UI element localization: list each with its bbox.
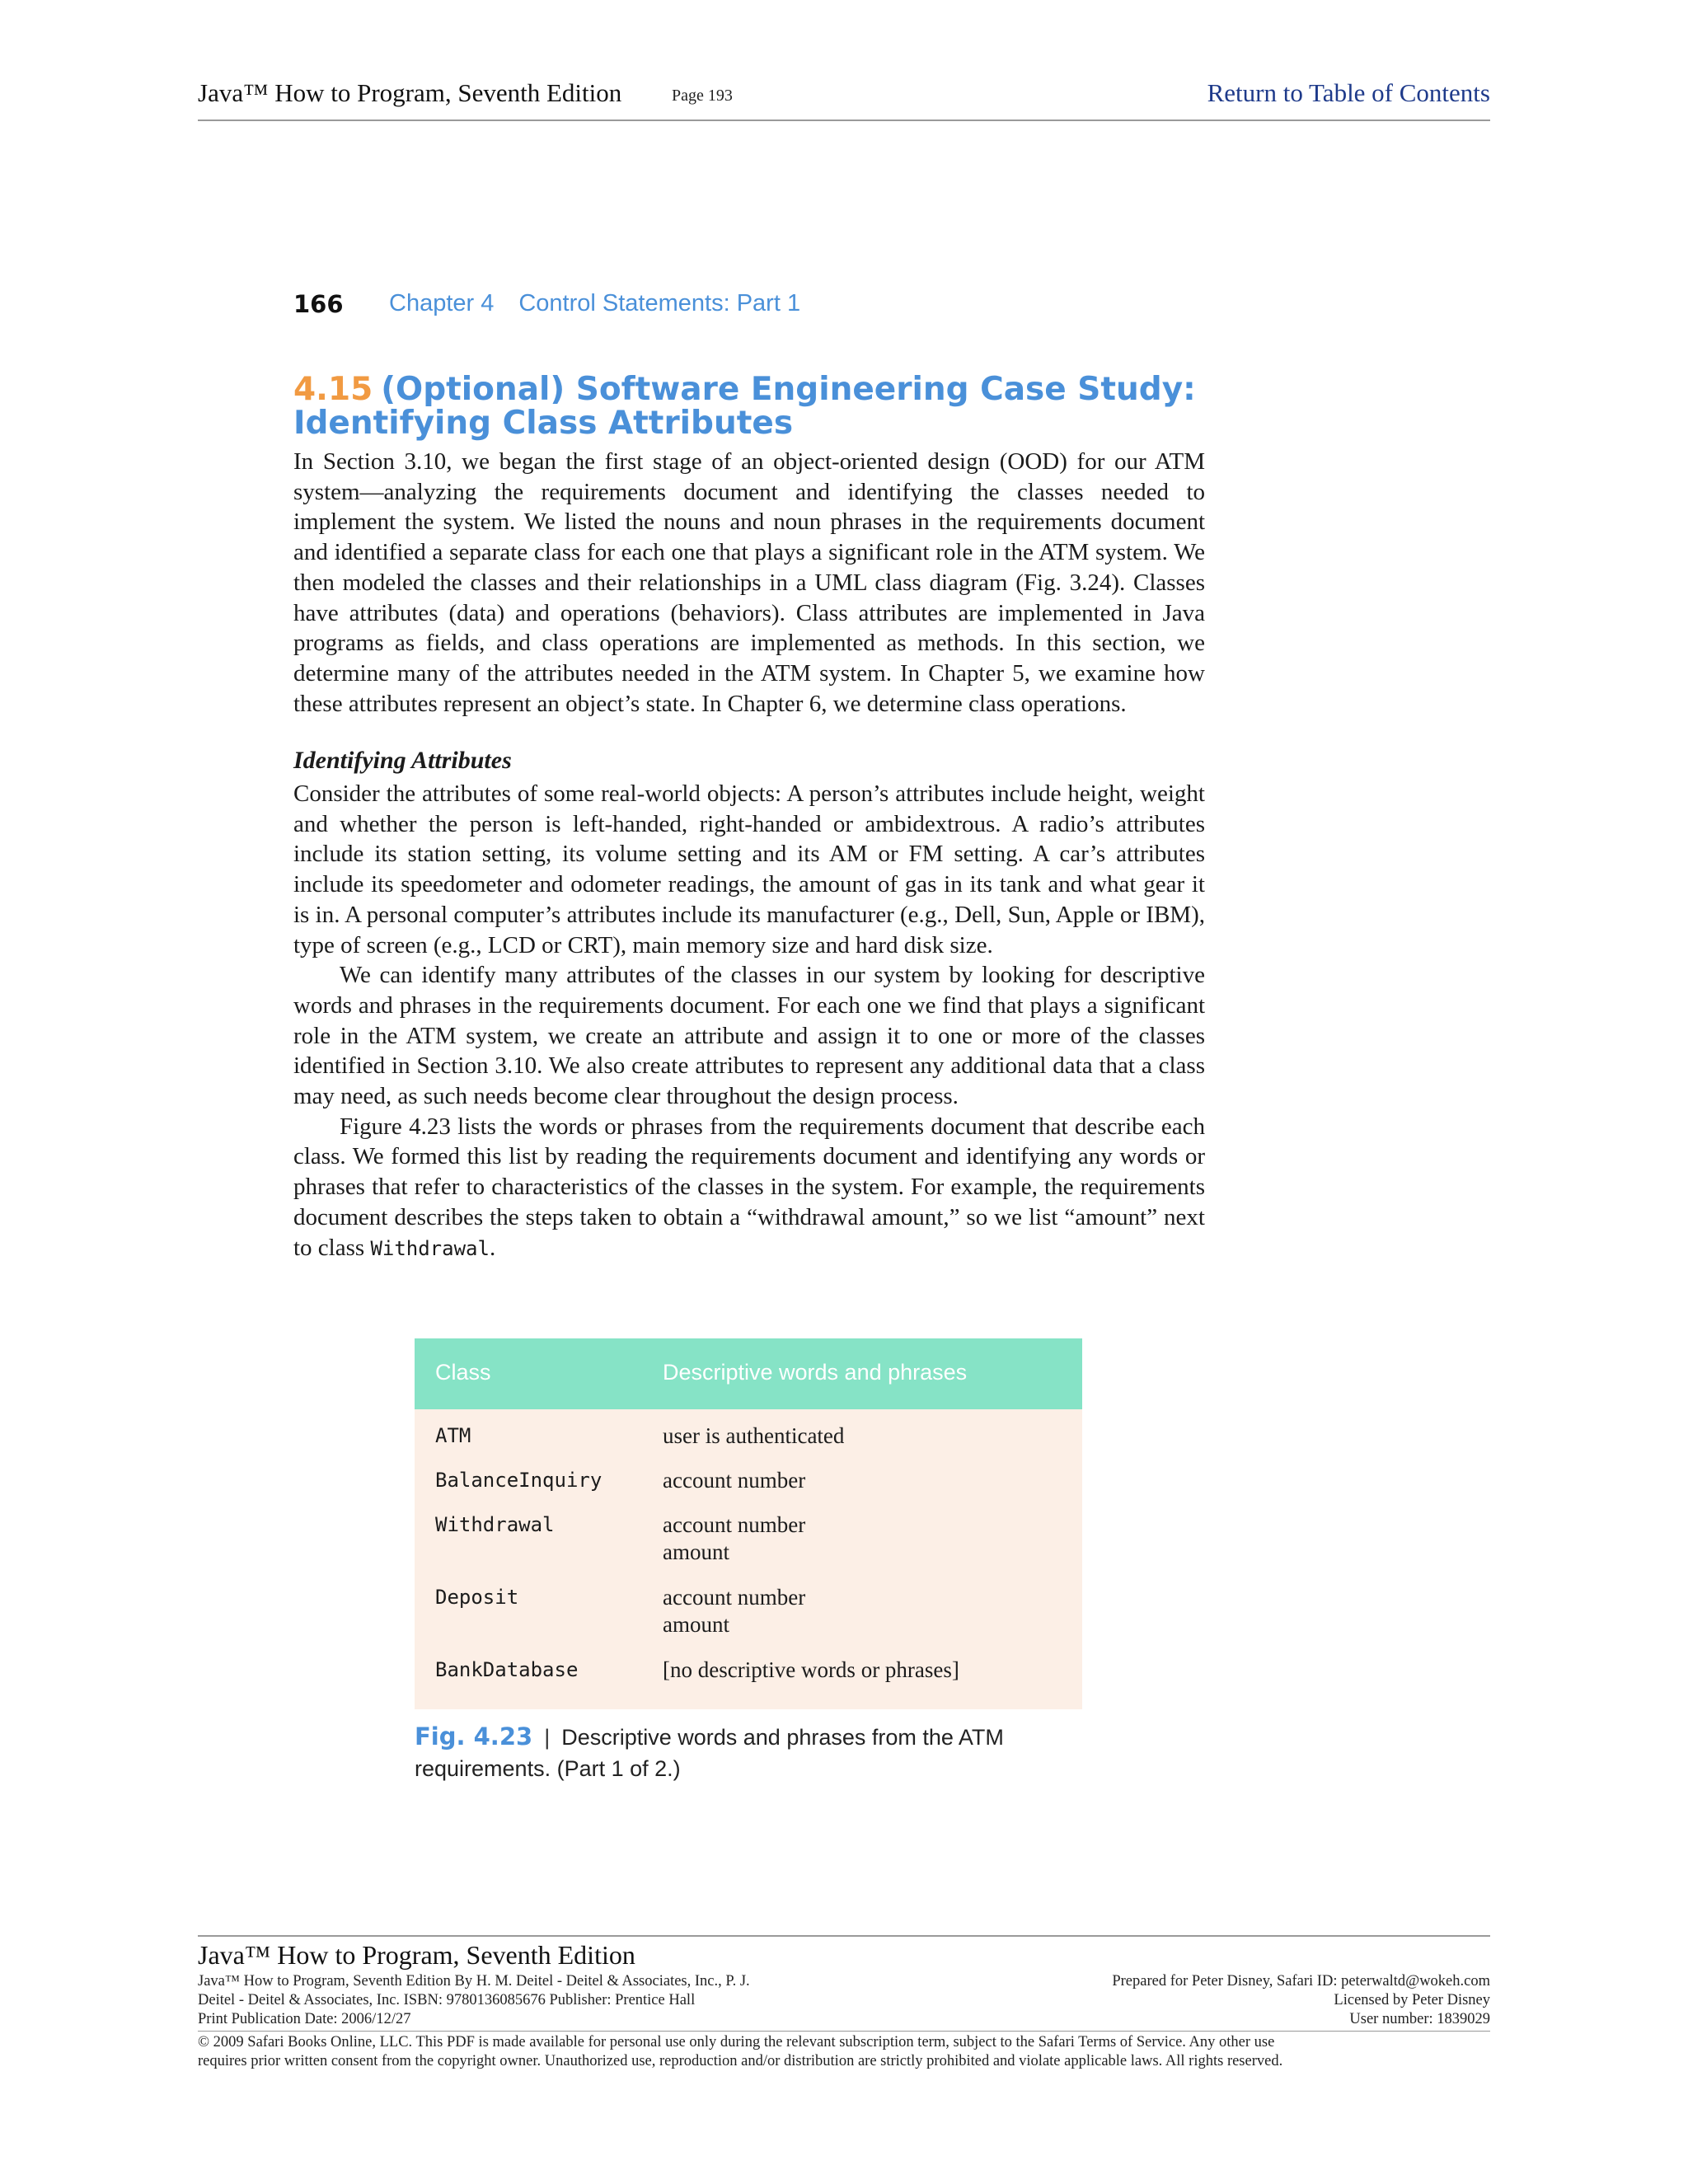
class-cell: Deposit [435, 1586, 519, 1609]
code-class-name: Withdrawal [370, 1236, 490, 1260]
description-line: account number [663, 1585, 806, 1610]
description-cell [663, 1467, 805, 1494]
page-number: 166 [293, 290, 344, 318]
running-head-chapter [389, 290, 825, 317]
paragraph: In Section 3.10, we began the first stage of an object-oriented design (OOD) for our ATM system—analyzing the requirements document and identifying the classes needed to implement the system. We listed the nouns and noun phrases in the requirements document and identified a separate class for each one that plays a significant role in the ATM system. We then modeled the classes and their relationships in a UML class diagram (Fig. 3.24). Classes have attributes (data) and operations (behaviors). Class attributes are implemented in Java programs as fields, and class operations are implemented as methods. In this section, we determine many of the attributes needed in the ATM system. In Chapter 5, we examine how these attributes represent an object’s state. In Chapter 6, we determine class operations. [293, 448, 1205, 717]
column-header-class: Class [435, 1360, 491, 1385]
paragraph-figure-ref [293, 1112, 1205, 1264]
description-line: account number [663, 1468, 806, 1493]
paragraph-end: . [489, 1234, 496, 1261]
footer-bibliographic-line: Deitel - Deitel & Associates, Inc. ISBN: 9780136085676 Publisher: Prentice Hall [198, 1992, 696, 2008]
subsection-heading: Identifying Attributes [293, 747, 512, 774]
description-cell [663, 1422, 844, 1450]
description-line: user is authenticated [663, 1423, 845, 1448]
paragraph: We can identify many attributes of the classes in our system by looking for descriptive words and phrases in the requirements document. For each one we find that plays a significant role in the ATM system, we create an attribute and assign it to one or more of the classes identified in Section 3.10. We also create attributes to represent any additional data that a class may need, as such needs become clear throughout the design process. [293, 962, 1205, 1110]
section-number: 4.15 [293, 371, 373, 408]
caption-separator: | [544, 1725, 551, 1750]
footer-divider [198, 2031, 1490, 2032]
chapter-title: Control Statements: Part 1 [518, 290, 801, 316]
description-line: [no descriptive words or phrases] [663, 1657, 959, 1682]
class-cell: ATM [435, 1424, 471, 1447]
copyright-line: requires prior written consent from the copyright owner. Unauthorized use, reproduction and/or distribution are strictly prohibited and violate applicable laws. All rights reserved. [198, 2053, 1283, 2069]
table-body [415, 1409, 1082, 1709]
description-line: amount [663, 1612, 729, 1637]
section-heading [293, 373, 1241, 440]
return-to-toc-link[interactable]: Return to Table of Contents [1207, 78, 1490, 107]
footer-prepared-for: Prepared for Peter Disney, Safari ID: peterwaltd@wokeh.com [1112, 1973, 1490, 1990]
footer-bibliographic-line: Java™ How to Program, Seventh Edition By H. M. Deitel - Deitel & Associates, Inc., P. J. [198, 1973, 750, 1990]
safari-footer [198, 1935, 1490, 2069]
safari-header [198, 78, 1490, 121]
table-header [415, 1338, 1082, 1409]
book-title: Java™ How to Program, Seventh Edition [198, 78, 622, 107]
footer-user-number: User number: 1839029 [1349, 2011, 1490, 2027]
description-cell [663, 1657, 959, 1684]
caption-text: Descriptive words and phrases from the ATM requirements. (Part 1 of 2.) [415, 1725, 1004, 1781]
description-line: amount [663, 1540, 729, 1564]
class-cell: BankDatabase [435, 1658, 579, 1681]
footer-book-title: Java™ How to Program, Seventh Edition [198, 1940, 635, 1970]
class-attributes-table [415, 1338, 1082, 1709]
class-cell: Withdrawal [435, 1513, 555, 1536]
attributes-paragraph-block [293, 779, 1205, 1263]
description-cell [663, 1511, 805, 1566]
intro-paragraph-block [293, 447, 1205, 719]
figure-label: Fig. 4.23 [415, 1722, 533, 1750]
description-line: account number [663, 1512, 806, 1537]
figure-caption [415, 1721, 1041, 1784]
description-cell [663, 1584, 805, 1638]
page-label: Page 193 [672, 87, 733, 105]
chapter-label: Chapter 4 [389, 290, 495, 316]
class-cell: BalanceInquiry [435, 1469, 603, 1492]
paragraph: Consider the attributes of some real-world objects: A person’s attributes include height, weight and whether the person is left-handed, right-handed or ambidextrous. A radio’s attributes include its station setting, its volume setting and its AM or FM setting. A car’s attributes include its speedometer and odometer readings, the amount of gas in its tank and what gear it is in. A personal computer’s attributes include its manufacturer (e.g., Dell, Sun, Apple or IBM), type of screen (e.g., LCD or CRT), main memory size and hard disk size. [293, 780, 1205, 958]
footer-publication-date: Print Publication Date: 2006/12/27 [198, 2011, 411, 2027]
section-title: (Optional) Software Engineering Case Study: Identifying Class Attributes [293, 371, 1196, 442]
footer-licensed-by: Licensed by Peter Disney [1334, 1992, 1490, 2008]
paragraph-text: Figure 4.23 lists the words or phrases from the requirements document that describe each class. We formed this list by reading the requirements document and identifying any words or phrases that refer to characteristics of the classes in the system. For example, the requirements document describes the steps taken to obtain a “withdrawal amount,” so we list “amount” next to class [293, 1113, 1205, 1261]
copyright-line: © 2009 Safari Books Online, LLC. This PDF is made available for personal use only during the relevant subscription term, subject to the Safari Terms of Service. Any other use [198, 2034, 1275, 2050]
column-header-descriptive-words: Descriptive words and phrases [663, 1360, 968, 1385]
